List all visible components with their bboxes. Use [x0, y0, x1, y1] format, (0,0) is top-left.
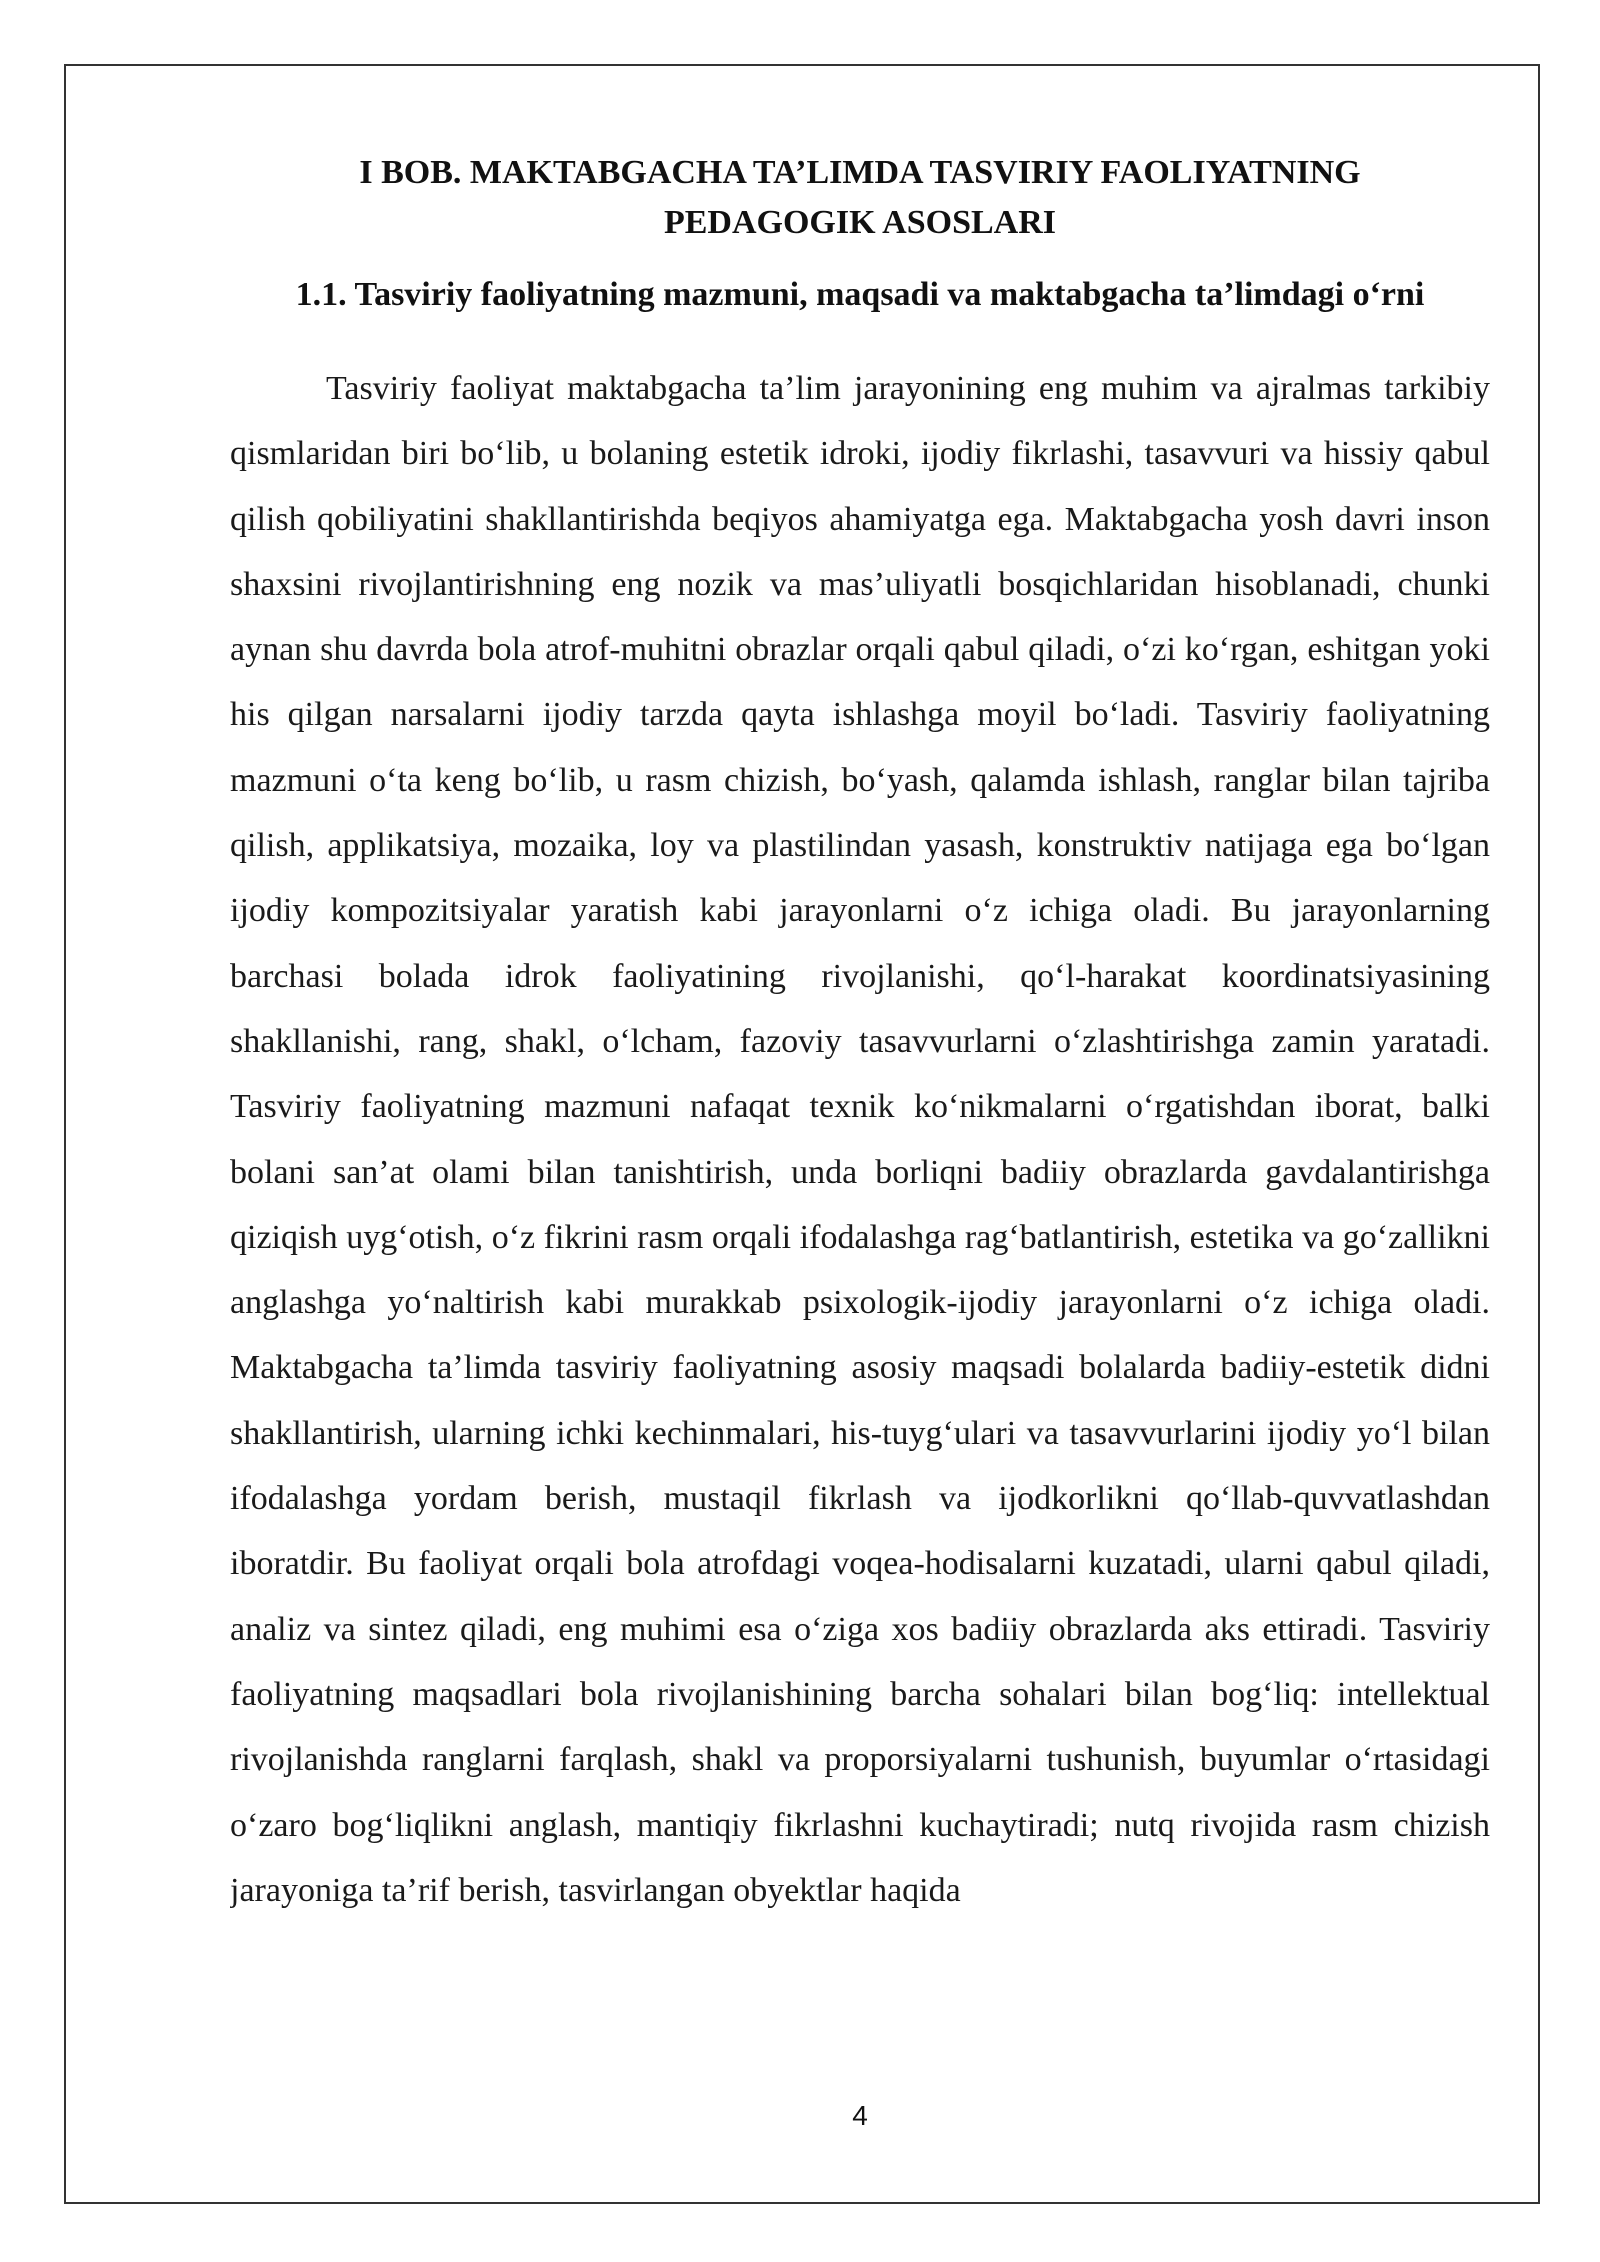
chapter-title-line-2: PEDAGOGIK ASOSLARI [663, 204, 1057, 241]
body-paragraph: Tasviriy faoliyat maktabgacha ta’lim jarayonining eng muhim va ajralmas tarkibiy qismlaridan biri bo‘lib, u bolaning estetik idroki, ijodiy fikrlashi, tasavvuri va hissiy qabul qilish qobiliyatini shakllantirishda beqiyos ahamiyatga ega. Maktabgacha yosh davri inson shaxsini rivojlantirishning eng nozik va mas’uliyatli bosqichlaridan hisoblanadi, chunki aynan shu davrda bola atrof-muhitni obrazlar orqali qabul qiladi, o‘zi ko‘rgan, eshitgan yoki his qilgan narsalarni ijodiy tarzda qayta ishlashga moyil bo‘ladi. Tasviriy faoliyatning mazmuni o‘ta keng bo‘lib, u rasm chizish, bo‘yash, qalamda ishlash, ranglar bilan tajriba qilish, applikatsiya, mozaika, loy va plastilindan yasash, konstruktiv natijaga ega bo‘lgan ijodiy kompozitsiyalar yaratish kabi jarayonlarni o‘z ichiga oladi. Bu jarayonlarning barchasi bolada idrok faoliyatining rivojlanishi, qo‘l-harakat koordinatsiyasining shakllanishi, rang, shakl, o‘lcham, fazoviy tasavvurlarni o‘zlashtirishga zamin yaratadi. Tasviriy faoliyatning mazmuni nafaqat texnik ko‘nikmalarni o‘rgatishdan iborat, balki bolani san’at olami bilan tanishtirish, unda borliqni badiiy obrazlarda gavdalantirishga qiziqish uyg‘otish, o‘z fikrini rasm orqali ifodalashga rag‘batlantirish, estetika va go‘zallikni anglashga yo‘naltirish kabi murakkab psixologik-ijodiy jarayonlarni o‘z ichiga oladi. Maktabgacha ta’limda tasviriy faoliyatning asosiy maqsadi bolalarda badiiy-estetik didni shakllantirish, ularning ichki kechinmalari, his-tuyg‘ulari va tasavvurlarini ijodiy yo‘l bilan ifodalashga yordam berish, mustaqil fikrlash va ijodkorlikni qo‘llab-quvvatlashdan iboratdir. Bu faoliyat orqali bola atrofdagi voqea-hodisalarni kuzatadi, ularni qabul qiladi, analiz va sintez qiladi, eng muhimi esa o‘ziga xos badiiy obrazlarda aks ettiradi. Tasviriy faoliyatning maqsadlari bola rivojlanishining barcha sohalari bilan bog‘liq: intellektual rivojlanishda ranglarni farqlash, shakl va proporsiyalarni tushunish, buyumlar o‘rtasidagi o‘zaro bog‘liqlikni anglash, mantiqiy fikrlashni kuchaytiradi; nutq rivojida rasm chizish jarayoniga ta’rif berish, tasvirlangan obyektlar haqida [230, 370, 1490, 1909]
page-number: 4 [852, 2100, 868, 2131]
chapter-title [250, 148, 1470, 248]
section-title: 1.1. Tasviriy faoliyatning mazmuni, maqsadi va maktabgacha ta’limdagi o‘rni [295, 276, 1425, 313]
chapter-title-line-1: I BOB. MAKTABGACHA TA’LIMDA TASVIRIY FAOLIYATNING [359, 154, 1361, 191]
